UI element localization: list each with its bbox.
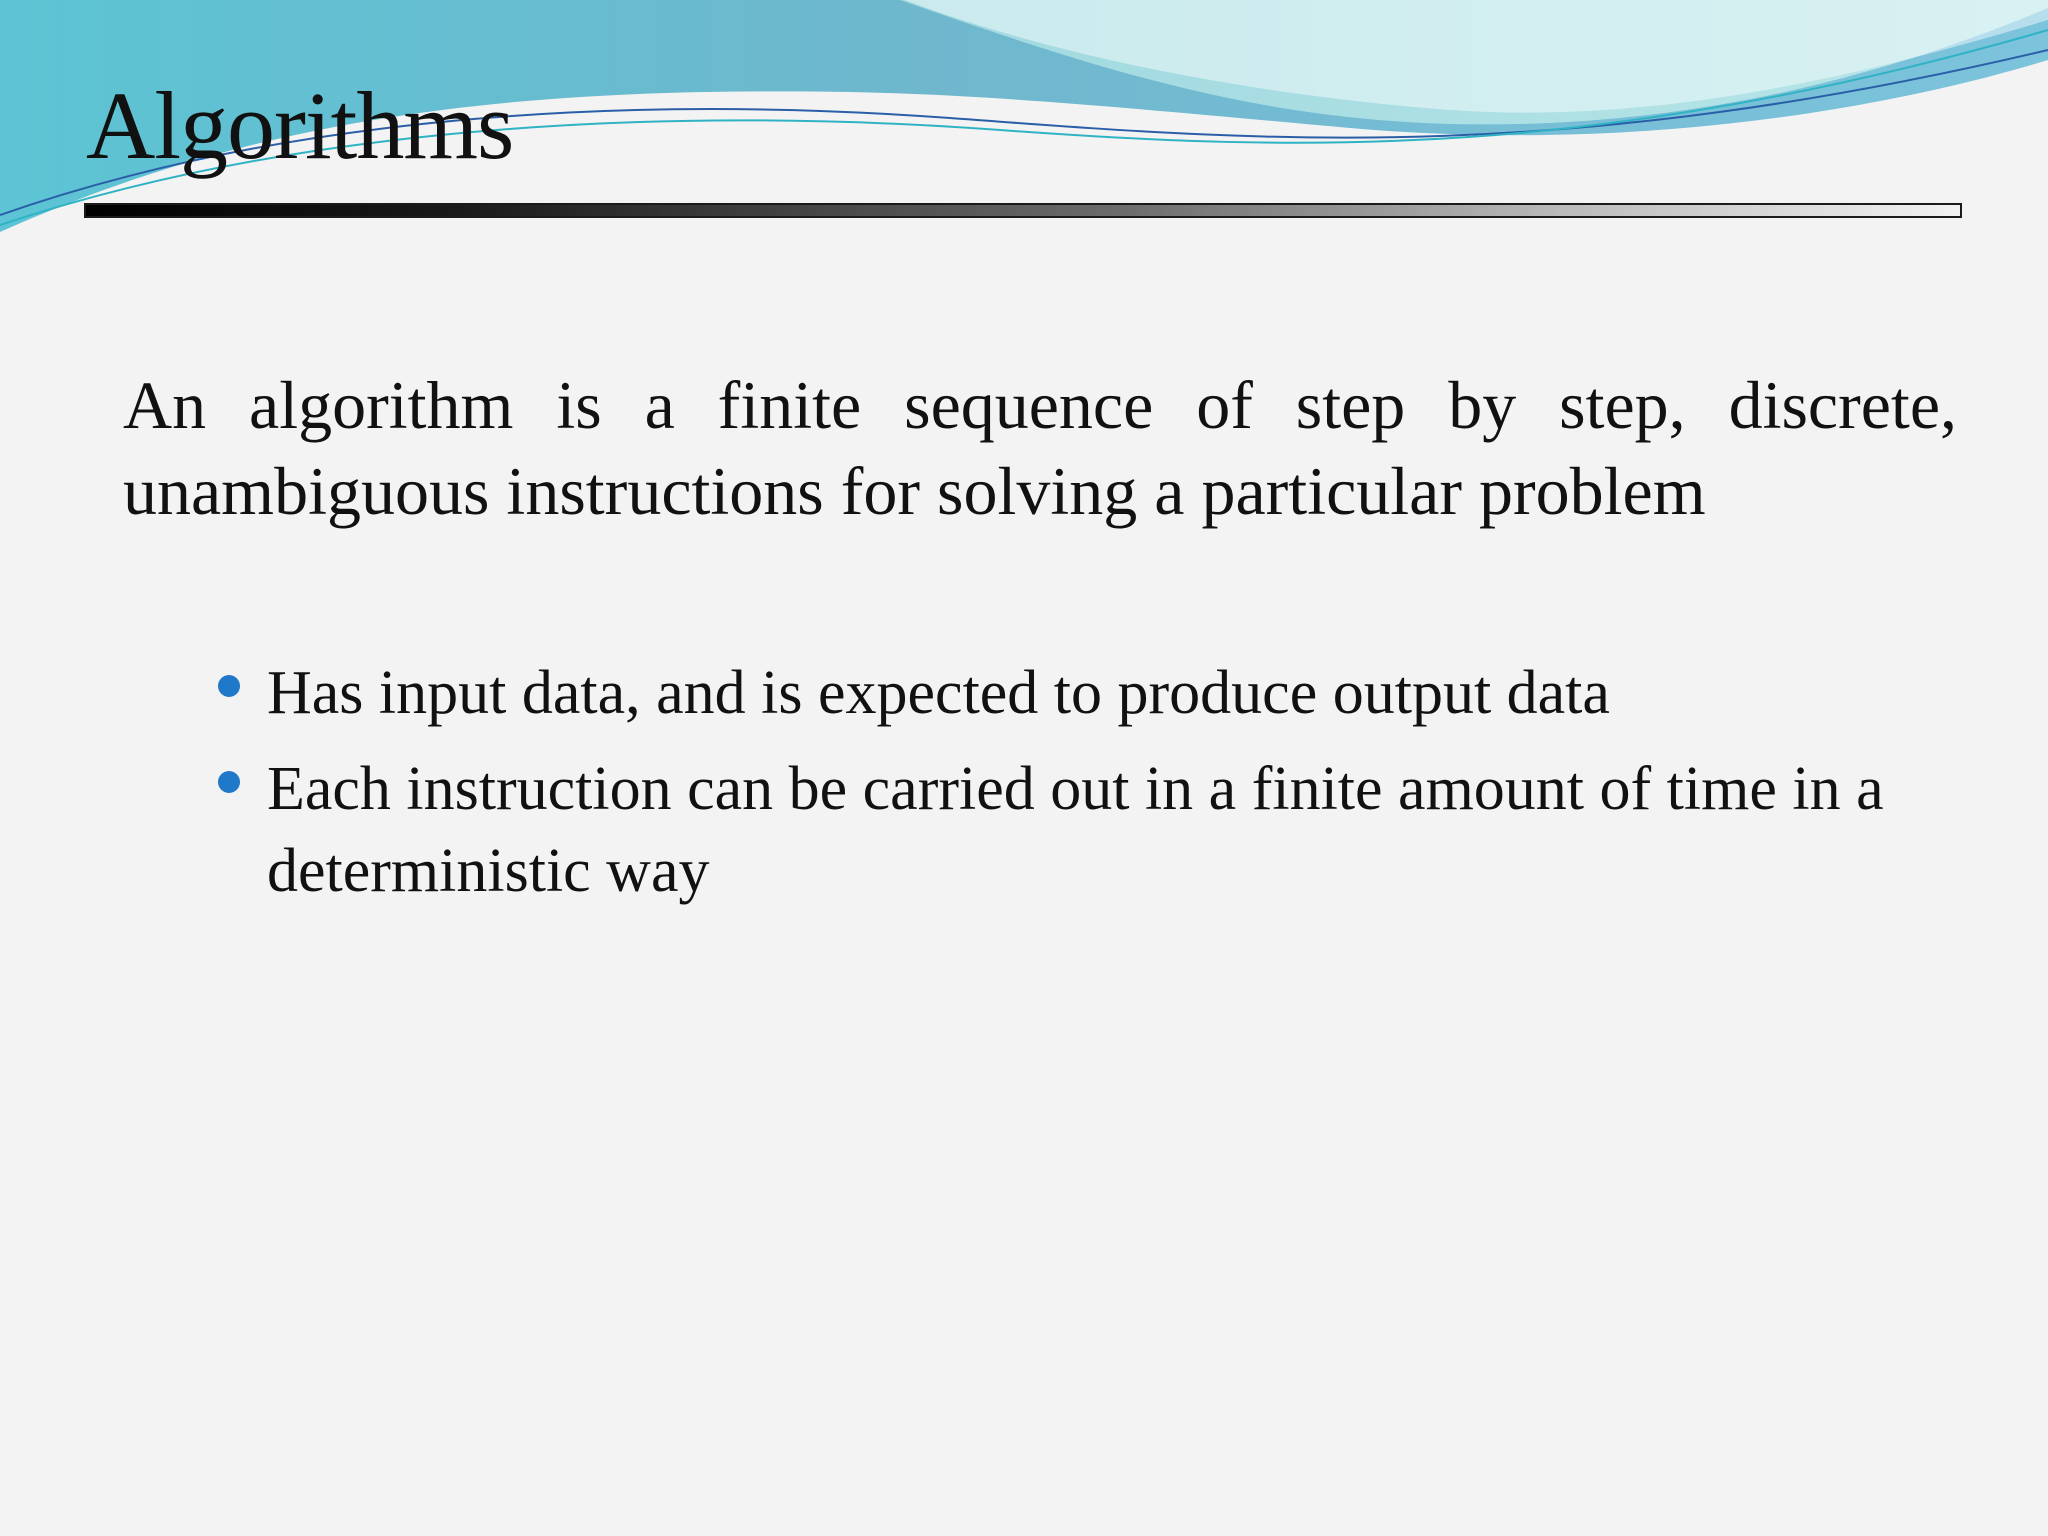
bullet-item <box>210 652 1960 734</box>
bullet-item <box>210 748 1960 912</box>
bullet-text: Each instruction can be carried out in a finite amount of time in a deterministic way <box>267 755 1884 905</box>
slide-title: Algorithms <box>86 72 514 179</box>
bullet-icon <box>218 771 240 793</box>
bullet-text: Has input data, and is expected to produce output data <box>267 659 1610 727</box>
bullet-icon <box>218 675 240 697</box>
title-underline <box>84 203 1962 218</box>
bullet-list <box>210 652 1960 926</box>
algorithm-definition: An algorithm is a finite sequence of step by step, discrete, unambiguous instructions for solving a particular problem <box>123 367 1957 529</box>
